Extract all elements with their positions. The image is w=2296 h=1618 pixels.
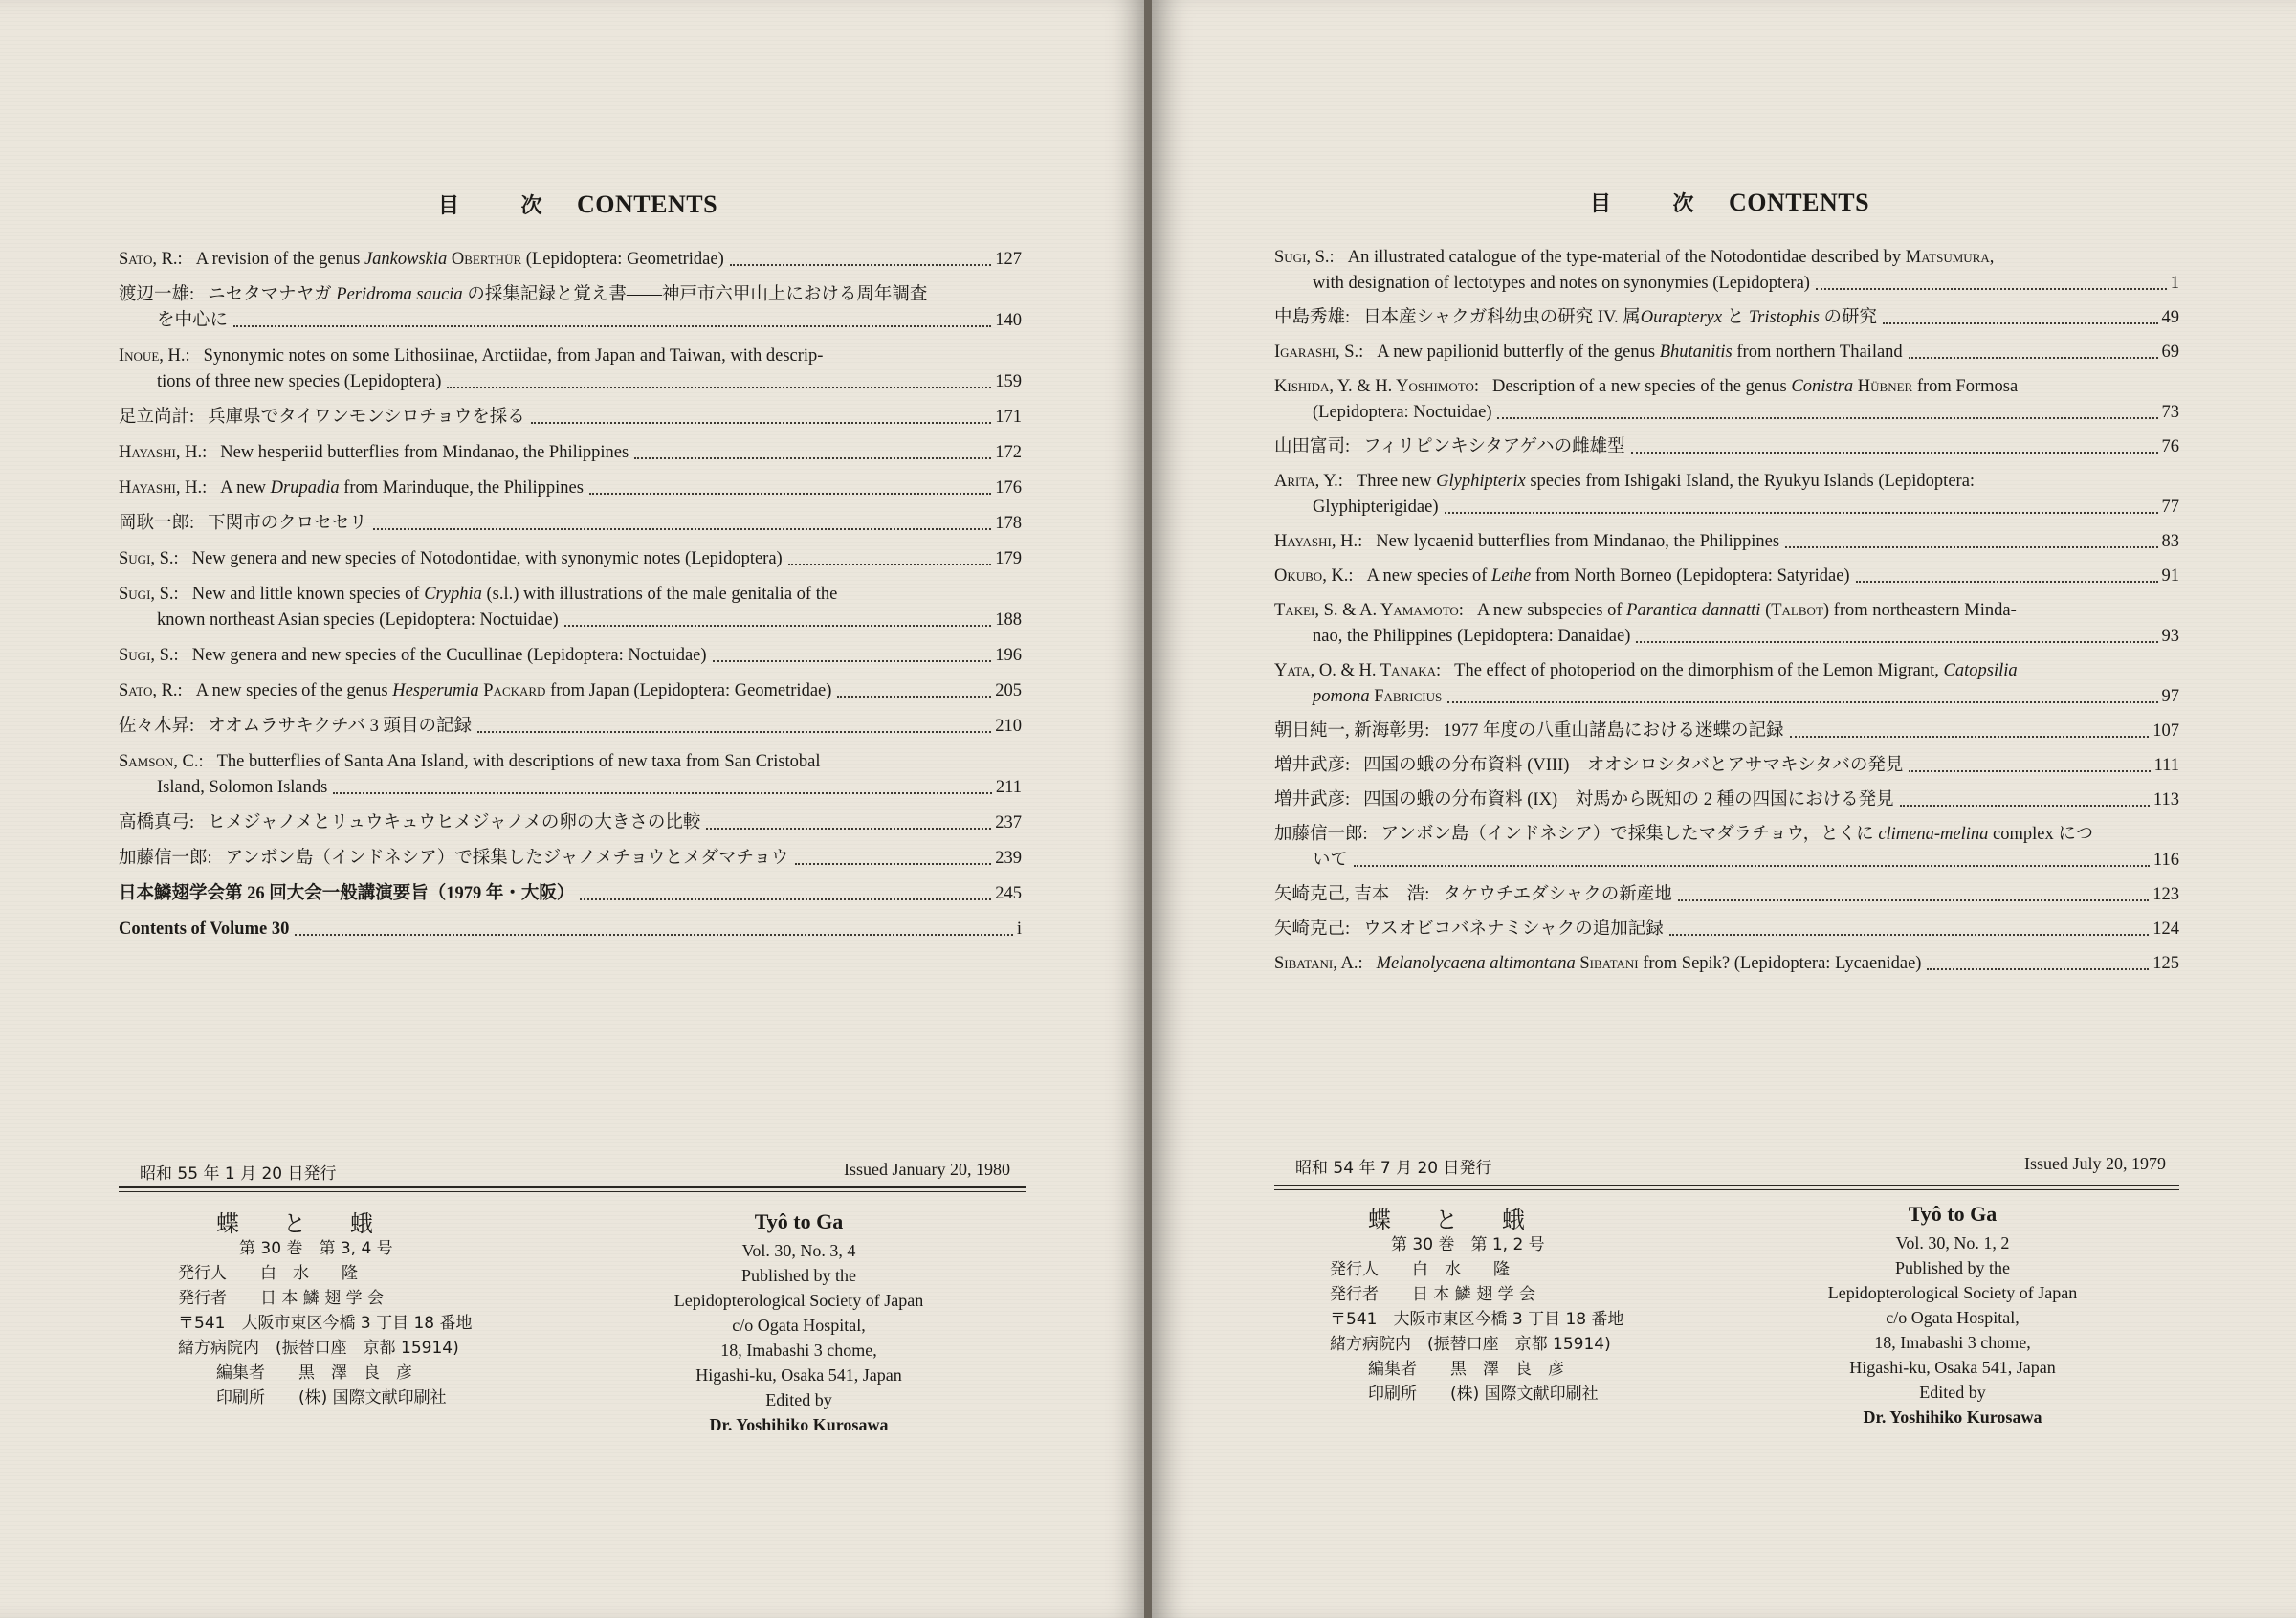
toc-title: The butterflies of Santa Ana Island, with descriptions of new taxa from San Cristobal — [216, 752, 821, 771]
leader-dots — [713, 660, 992, 662]
toc-page-number: 178 — [995, 514, 1022, 533]
toc-entry — [1274, 917, 2179, 942]
toc-author: 朝日純一, 新海彰男: — [1274, 721, 1430, 741]
toc-entry — [1274, 374, 2179, 426]
toc-author: 増井武彦: — [1274, 756, 1351, 775]
leader-dots — [1636, 641, 2157, 643]
toc-entry — [1274, 882, 2179, 908]
toc-author: Arita, Y.: — [1274, 472, 1343, 491]
toc-title: A new species of the genus Hesperumia Packard from Japan (Lepidoptera: Geometridae) — [195, 681, 832, 700]
toc-author: Kishida, Y. & H. Yoshimoto: — [1274, 377, 1480, 396]
leader-dots — [1927, 968, 2149, 970]
toc-page-number: 140 — [995, 311, 1022, 330]
volume-jp: 第 30 巻 第 1, 2 号 — [1391, 1235, 1545, 1254]
toc-page-number: 77 — [2161, 498, 2179, 517]
toc-title: Contents of Volume 30 — [119, 920, 290, 939]
toc-page-number: 124 — [2152, 920, 2179, 939]
publisher-label: 発行人 — [1330, 1260, 1379, 1279]
toc-title: New lycaenid butterflies from Mindanao, the Philippines — [1376, 532, 1780, 551]
divider-rule-thin — [1274, 1189, 2179, 1190]
toc-title: 下関市のクロセセリ — [208, 514, 367, 533]
toc-entry — [119, 476, 1022, 501]
toc-entry — [1274, 469, 2179, 521]
toc-entry — [1274, 951, 2179, 977]
toc-page-number: 113 — [2152, 790, 2179, 809]
toc-page-number: 123 — [2152, 885, 2179, 904]
toc-entry — [119, 582, 1022, 633]
toc-title-continued: を中心に — [157, 311, 229, 330]
toc-entry — [1274, 787, 2179, 813]
toc-title: New hesperiid butterflies from Mindanao, the Philippines — [220, 443, 629, 462]
leader-dots — [730, 264, 991, 266]
toc-author: 加藤信一郎: — [1274, 825, 1368, 844]
toc-page-number: 69 — [2161, 343, 2179, 362]
toc-title: 四国の蛾の分布資料 (VIII) オオシロシタバとアサマキシタバの発見 — [1363, 756, 1904, 775]
toc-title: 四国の蛾の分布資料 (IX) 対馬から既知の 2 種の四国における発見 — [1363, 790, 1894, 809]
toc-title: A new Drupadia from Marinduque, the Philippines — [220, 478, 584, 498]
toc-title: New and little known species of Cryphia (s.l.) with illustrations of the male genitalia of the — [191, 585, 838, 604]
toc-entry — [1274, 245, 2179, 297]
printer-name: (株) 国際文献印刷社 — [1450, 1385, 1599, 1404]
leader-dots — [1445, 512, 2158, 514]
address-jp-2: 緒方病院内 (振替口座 京都 15914) — [178, 1339, 459, 1358]
toc-title: 1977 年度の八重山諸島における迷蝶の記録 — [1443, 721, 1784, 741]
colophon-english — [622, 1209, 976, 1437]
toc-author: Sibatani, A.: — [1274, 954, 1363, 973]
toc-entry — [119, 282, 1022, 334]
left-page — [0, 0, 1146, 1618]
toc-author: 岡耿一郎: — [119, 514, 195, 533]
toc-entry — [1274, 822, 2179, 874]
toc-page-number: 76 — [2161, 437, 2179, 456]
toc-author: 中島秀雄: — [1274, 308, 1351, 327]
toc-entry — [1274, 658, 2179, 710]
address-jp-2: 緒方病院内 (振替口座 京都 15914) — [1330, 1335, 1611, 1354]
toc-title: アンボン島（インドネシア）で採集したジャノメチョウとメダマチョウ — [225, 849, 789, 868]
toc-author: Igarashi, S.: — [1274, 343, 1364, 362]
leader-dots — [788, 564, 992, 565]
volume-en: Vol. 30, No. 1, 2 — [1895, 1233, 2010, 1252]
colophon-japanese — [178, 1211, 473, 1410]
toc-entry — [119, 247, 1022, 273]
toc-title: 日本産シャクガ科幼虫の研究 IV. 属Ourapteryx と Tristophis の研究 — [1363, 308, 1878, 327]
toc-entry — [1274, 305, 2179, 331]
toc-title: アンボン島（インドネシア）で採集したマダラチョウ，とくに climena-melina complex につ — [1380, 825, 2093, 844]
divider-rule-thin — [119, 1191, 1026, 1192]
toc-title-continued: いて — [1313, 851, 1349, 870]
toc-author: 高橋真弓: — [119, 813, 195, 832]
toc-title: Synonymic notes on some Lithosiinae, Arctiidae, from Japan and Taiwan, with descrip- — [203, 346, 824, 366]
leader-dots — [477, 731, 991, 733]
toc-entry — [119, 917, 1022, 942]
leader-dots — [589, 493, 991, 495]
society-name: Lepidopterological Society of Japan — [1827, 1283, 2078, 1302]
toc-title-continued: tions of three new species (Lepidoptera) — [157, 372, 442, 391]
toc-page-number: 205 — [995, 681, 1022, 700]
toc-page-number: 73 — [2161, 403, 2179, 422]
issuer-label: 発行者 — [1330, 1285, 1379, 1304]
toc-author: Sato, R.: — [119, 681, 183, 700]
right-page — [1152, 0, 2296, 1618]
toc-title-continued: nao, the Philippines (Lepidoptera: Danaidae) — [1313, 627, 1631, 646]
editor-name-jp: 黒 澤 良 彦 — [298, 1363, 412, 1383]
toc-page-number: 83 — [2161, 532, 2179, 551]
toc-title: A new papilionid butterfly of the genus Bhutanitis from northern Thailand — [1377, 343, 1903, 362]
toc-title: 兵庫県でタイワンモンシロチョウを採る — [208, 408, 525, 427]
journal-title-jp: 蝶と蛾 — [216, 1210, 417, 1237]
contents-heading — [438, 189, 718, 219]
toc-page-number: 237 — [995, 813, 1022, 832]
toc-title: An illustrated catalogue of the type-material of the Notodontidae described by Matsumura, — [1347, 248, 1995, 267]
toc-author: 加藤信一郎: — [119, 849, 212, 868]
toc-title: Melanolycaena altimontana Sibatani from Sepik? (Lepidoptera: Lycaenidae) — [1376, 954, 1922, 973]
address-en-2: 18, Imabashi 3 chome, — [720, 1341, 877, 1360]
leader-dots — [580, 898, 991, 900]
toc-page-number: 159 — [995, 372, 1022, 391]
toc-title: New genera and new species of Notodontidae, with synonymic notes (Lepidoptera) — [191, 549, 783, 568]
toc-page-number: 179 — [995, 549, 1022, 568]
toc-author: Yata, O. & H. Tanaka: — [1274, 661, 1442, 680]
toc-entry — [119, 546, 1022, 572]
editor-name-jp: 黒 澤 良 彦 — [1450, 1360, 1564, 1379]
edited-by: Edited by — [765, 1390, 832, 1409]
leader-dots — [1909, 357, 2158, 359]
toc-page-number: 196 — [995, 646, 1022, 665]
edited-by: Edited by — [1919, 1383, 1986, 1402]
issued-row — [140, 1160, 1010, 1184]
toc-author: 佐々木昇: — [119, 717, 195, 736]
published-by: Published by the — [741, 1266, 856, 1285]
toc-entry — [119, 881, 1022, 907]
toc-title: フィリピンキシタアゲハの雌雄型 — [1363, 437, 1625, 456]
toc-author: Sugi, S.: — [119, 585, 179, 604]
toc-entry — [1274, 434, 2179, 460]
leader-dots — [531, 422, 991, 424]
leader-dots — [233, 325, 991, 327]
leader-dots — [1447, 701, 2157, 703]
toc-page-number: 239 — [995, 849, 1022, 868]
printer-label: 印刷所 — [1368, 1385, 1417, 1404]
leader-dots — [1354, 865, 2150, 867]
toc-title-continued: known northeast Asian species (Lepidoptera: Noctuidae) — [157, 610, 559, 630]
toc-page-number: 93 — [2161, 627, 2179, 646]
toc-author: 矢崎克己, 吉本 浩: — [1274, 885, 1430, 904]
toc-page-number: 116 — [2152, 851, 2179, 870]
toc-entry — [119, 846, 1022, 872]
publisher-name: 白 水 隆 — [1412, 1260, 1510, 1279]
issued-date-en: Issued January 20, 1980 — [844, 1160, 1010, 1179]
address-en-1: c/o Ogata Hospital, — [1886, 1308, 2020, 1327]
leader-dots — [1909, 770, 2150, 772]
issued-row — [1295, 1154, 2166, 1178]
journal-title-en: Tyô to Ga — [754, 1209, 844, 1233]
table-of-contents — [1274, 245, 2179, 986]
toc-author: 矢崎克己: — [1274, 920, 1351, 939]
journal-title-en: Tyô to Ga — [1908, 1202, 1998, 1226]
leader-dots — [837, 696, 991, 698]
toc-author: 増井武彦: — [1274, 790, 1351, 809]
address-en-3: Higashi-ku, Osaka 541, Japan — [1849, 1358, 2056, 1377]
heading-en: CONTENTS — [1729, 188, 1870, 216]
toc-page-number: 49 — [2161, 308, 2179, 327]
toc-entry — [119, 405, 1022, 431]
toc-page-number: 97 — [2161, 687, 2179, 706]
toc-entry — [119, 749, 1022, 801]
toc-page-number: 211 — [995, 778, 1022, 797]
toc-page-number: 1 — [2170, 274, 2179, 293]
toc-entry — [1274, 564, 2179, 589]
toc-title-continued: Glyphipterigidae) — [1313, 498, 1439, 517]
toc-title: ウスオビコバネナミシャクの追加記録 — [1363, 920, 1664, 939]
issued-date-jp: 昭和 54 年 7 月 20 日発行 — [1295, 1159, 1492, 1178]
toc-title: オオムラサキクチバ 3 頭目の記録 — [208, 717, 472, 736]
toc-title: Description of a new species of the genus Conistra Hübner from Formosa — [1492, 377, 2019, 396]
divider-rule — [1274, 1185, 2179, 1186]
journal-title-jp: 蝶と蛾 — [1368, 1207, 1569, 1233]
toc-page-number: 176 — [995, 478, 1022, 498]
toc-page-number: 171 — [995, 408, 1022, 427]
colophon-japanese — [1330, 1208, 1624, 1407]
toc-author: Sugi, S.: — [119, 646, 179, 665]
leader-dots — [564, 625, 992, 627]
toc-entry — [119, 643, 1022, 669]
toc-author: Sugi, S.: — [119, 549, 179, 568]
society-name: Lepidopterological Society of Japan — [673, 1291, 924, 1310]
toc-page-number: i — [1016, 920, 1022, 939]
leader-dots — [447, 387, 991, 388]
divider-rule — [119, 1186, 1026, 1188]
address-en-3: Higashi-ku, Osaka 541, Japan — [695, 1365, 902, 1385]
editor-name-en: Dr. Yoshihiko Kurosawa — [1863, 1407, 2042, 1427]
heading-jp-2: 次 — [1672, 192, 1695, 216]
toc-entry — [1274, 598, 2179, 650]
toc-entry — [1274, 753, 2179, 779]
leader-dots — [1785, 546, 2157, 548]
toc-title-continued: with designation of lectotypes and notes on synonymies (Lepidoptera) — [1313, 274, 1810, 293]
toc-page-number: 111 — [2153, 756, 2179, 775]
leader-dots — [1669, 934, 2150, 936]
printer-name: (株) 国際文献印刷社 — [298, 1388, 447, 1407]
leader-dots — [1816, 288, 2167, 290]
printer-label: 印刷所 — [216, 1388, 265, 1407]
toc-entry — [1274, 340, 2179, 366]
colophon-english — [1776, 1202, 2130, 1430]
toc-author: 渡辺一雄: — [119, 285, 195, 304]
toc-author: Takei, S. & A. Yamamoto: — [1274, 601, 1464, 620]
leader-dots — [295, 934, 1013, 936]
address-jp-1: 〒541 大阪市東区今橋 3 丁目 18 番地 — [178, 1314, 473, 1333]
toc-author: 足立尚計: — [119, 408, 195, 427]
leader-dots — [795, 863, 992, 865]
leader-dots — [1790, 736, 2150, 738]
contents-heading — [1590, 188, 1869, 217]
leader-dots — [373, 528, 992, 530]
heading-jp-2: 次 — [520, 194, 543, 218]
toc-page-number: 91 — [2161, 566, 2179, 586]
publisher-name: 白 水 隆 — [260, 1264, 358, 1283]
toc-author: 山田富司: — [1274, 437, 1351, 456]
toc-author: Hayashi, H.: — [119, 478, 208, 498]
leader-dots — [706, 828, 991, 830]
volume-jp: 第 30 巻 第 3, 4 号 — [239, 1239, 393, 1258]
leader-dots — [1497, 417, 2157, 419]
toc-author: Sugi, S.: — [1274, 248, 1335, 267]
address-en-1: c/o Ogata Hospital, — [732, 1316, 866, 1335]
toc-title: 日本鱗翅学会第 26 回大会一般講演要旨（1979 年・大阪） — [119, 884, 575, 903]
editor-name-en: Dr. Yoshihiko Kurosawa — [709, 1415, 889, 1434]
toc-entry — [119, 511, 1022, 537]
issued-date-en: Issued July 20, 1979 — [2024, 1154, 2166, 1173]
address-jp-1: 〒541 大阪市東区今橋 3 丁目 18 番地 — [1330, 1310, 1624, 1329]
toc-title: タケウチエダシャクの新産地 — [1443, 885, 1672, 904]
toc-entry — [119, 344, 1022, 395]
volume-en: Vol. 30, No. 3, 4 — [741, 1241, 856, 1260]
toc-entry — [119, 678, 1022, 704]
leader-dots — [1678, 899, 2149, 901]
toc-title: A new subspecies of Parantica dannatti (Talbot) from northeastern Minda- — [1476, 601, 2017, 620]
toc-entry — [119, 810, 1022, 836]
toc-page-number: 125 — [2152, 954, 2179, 973]
issued-date-jp: 昭和 55 年 1 月 20 日発行 — [140, 1164, 337, 1184]
toc-author: Hayashi, H.: — [119, 443, 208, 462]
table-of-contents — [119, 247, 1022, 952]
heading-jp-1: 目 — [438, 194, 460, 218]
toc-title-continued: Island, Solomon Islands — [157, 778, 328, 797]
published-by: Published by the — [1895, 1258, 2010, 1277]
toc-author: Okubo, K.: — [1274, 566, 1354, 586]
toc-entry — [119, 714, 1022, 740]
toc-author: Samson, C.: — [119, 752, 204, 771]
toc-author: Inoue, H.: — [119, 346, 190, 366]
issuer-label: 発行者 — [178, 1289, 227, 1308]
toc-title: ニセタマナヤガ Peridroma saucia の採集記録と覚え書――神戸市六甲山上における周年調査 — [208, 285, 928, 304]
leader-dots — [1631, 452, 2158, 454]
toc-page-number: 127 — [995, 250, 1022, 269]
toc-entry — [1274, 529, 2179, 555]
toc-author: Hayashi, H.: — [1274, 532, 1363, 551]
toc-page-number: 245 — [995, 884, 1022, 903]
leader-dots — [1900, 805, 2150, 807]
address-en-2: 18, Imabashi 3 chome, — [1874, 1333, 2031, 1352]
toc-page-number: 188 — [995, 610, 1022, 630]
toc-title: Three new Glyphipterix species from Ishigaki Island, the Ryukyu Islands (Lepidoptera: — [1356, 472, 1976, 491]
toc-title: ヒメジャノメとリュウキュウヒメジャノメの卵の大きさの比較 — [208, 813, 701, 832]
toc-author: Sato, R.: — [119, 250, 183, 269]
leader-dots — [1856, 581, 2158, 583]
toc-entry — [1274, 719, 2179, 744]
toc-page-number: 210 — [995, 717, 1022, 736]
toc-page-number: 172 — [995, 443, 1022, 462]
toc-title-continued: pomona Fabricius — [1313, 687, 1443, 706]
heading-en: CONTENTS — [577, 190, 718, 218]
toc-title: A new species of Lethe from North Borneo (Lepidoptera: Satyridae) — [1366, 566, 1850, 586]
leader-dots — [1883, 322, 2157, 324]
publisher-label: 発行人 — [178, 1264, 227, 1283]
editor-label: 編集者 — [216, 1363, 265, 1383]
heading-jp-1: 目 — [1590, 192, 1612, 216]
issuer-name: 日 本 鱗 翅 学 会 — [1412, 1285, 1536, 1304]
leader-dots — [634, 457, 991, 459]
toc-entry — [119, 440, 1022, 466]
toc-page-number: 107 — [2152, 721, 2179, 741]
leader-dots — [333, 792, 992, 794]
toc-title-continued: (Lepidoptera: Noctuidae) — [1313, 403, 1492, 422]
issuer-name: 日 本 鱗 翅 学 会 — [260, 1289, 385, 1308]
editor-label: 編集者 — [1368, 1360, 1417, 1379]
toc-title: New genera and new species of the Cucullinae (Lepidoptera: Noctuidae) — [191, 646, 707, 665]
toc-title: A revision of the genus Jankowskia Oberthür (Lepidoptera: Geometridae) — [195, 250, 724, 269]
toc-title: The effect of photoperiod on the dimorphism of the Lemon Migrant, Catopsilia — [1454, 661, 2018, 680]
